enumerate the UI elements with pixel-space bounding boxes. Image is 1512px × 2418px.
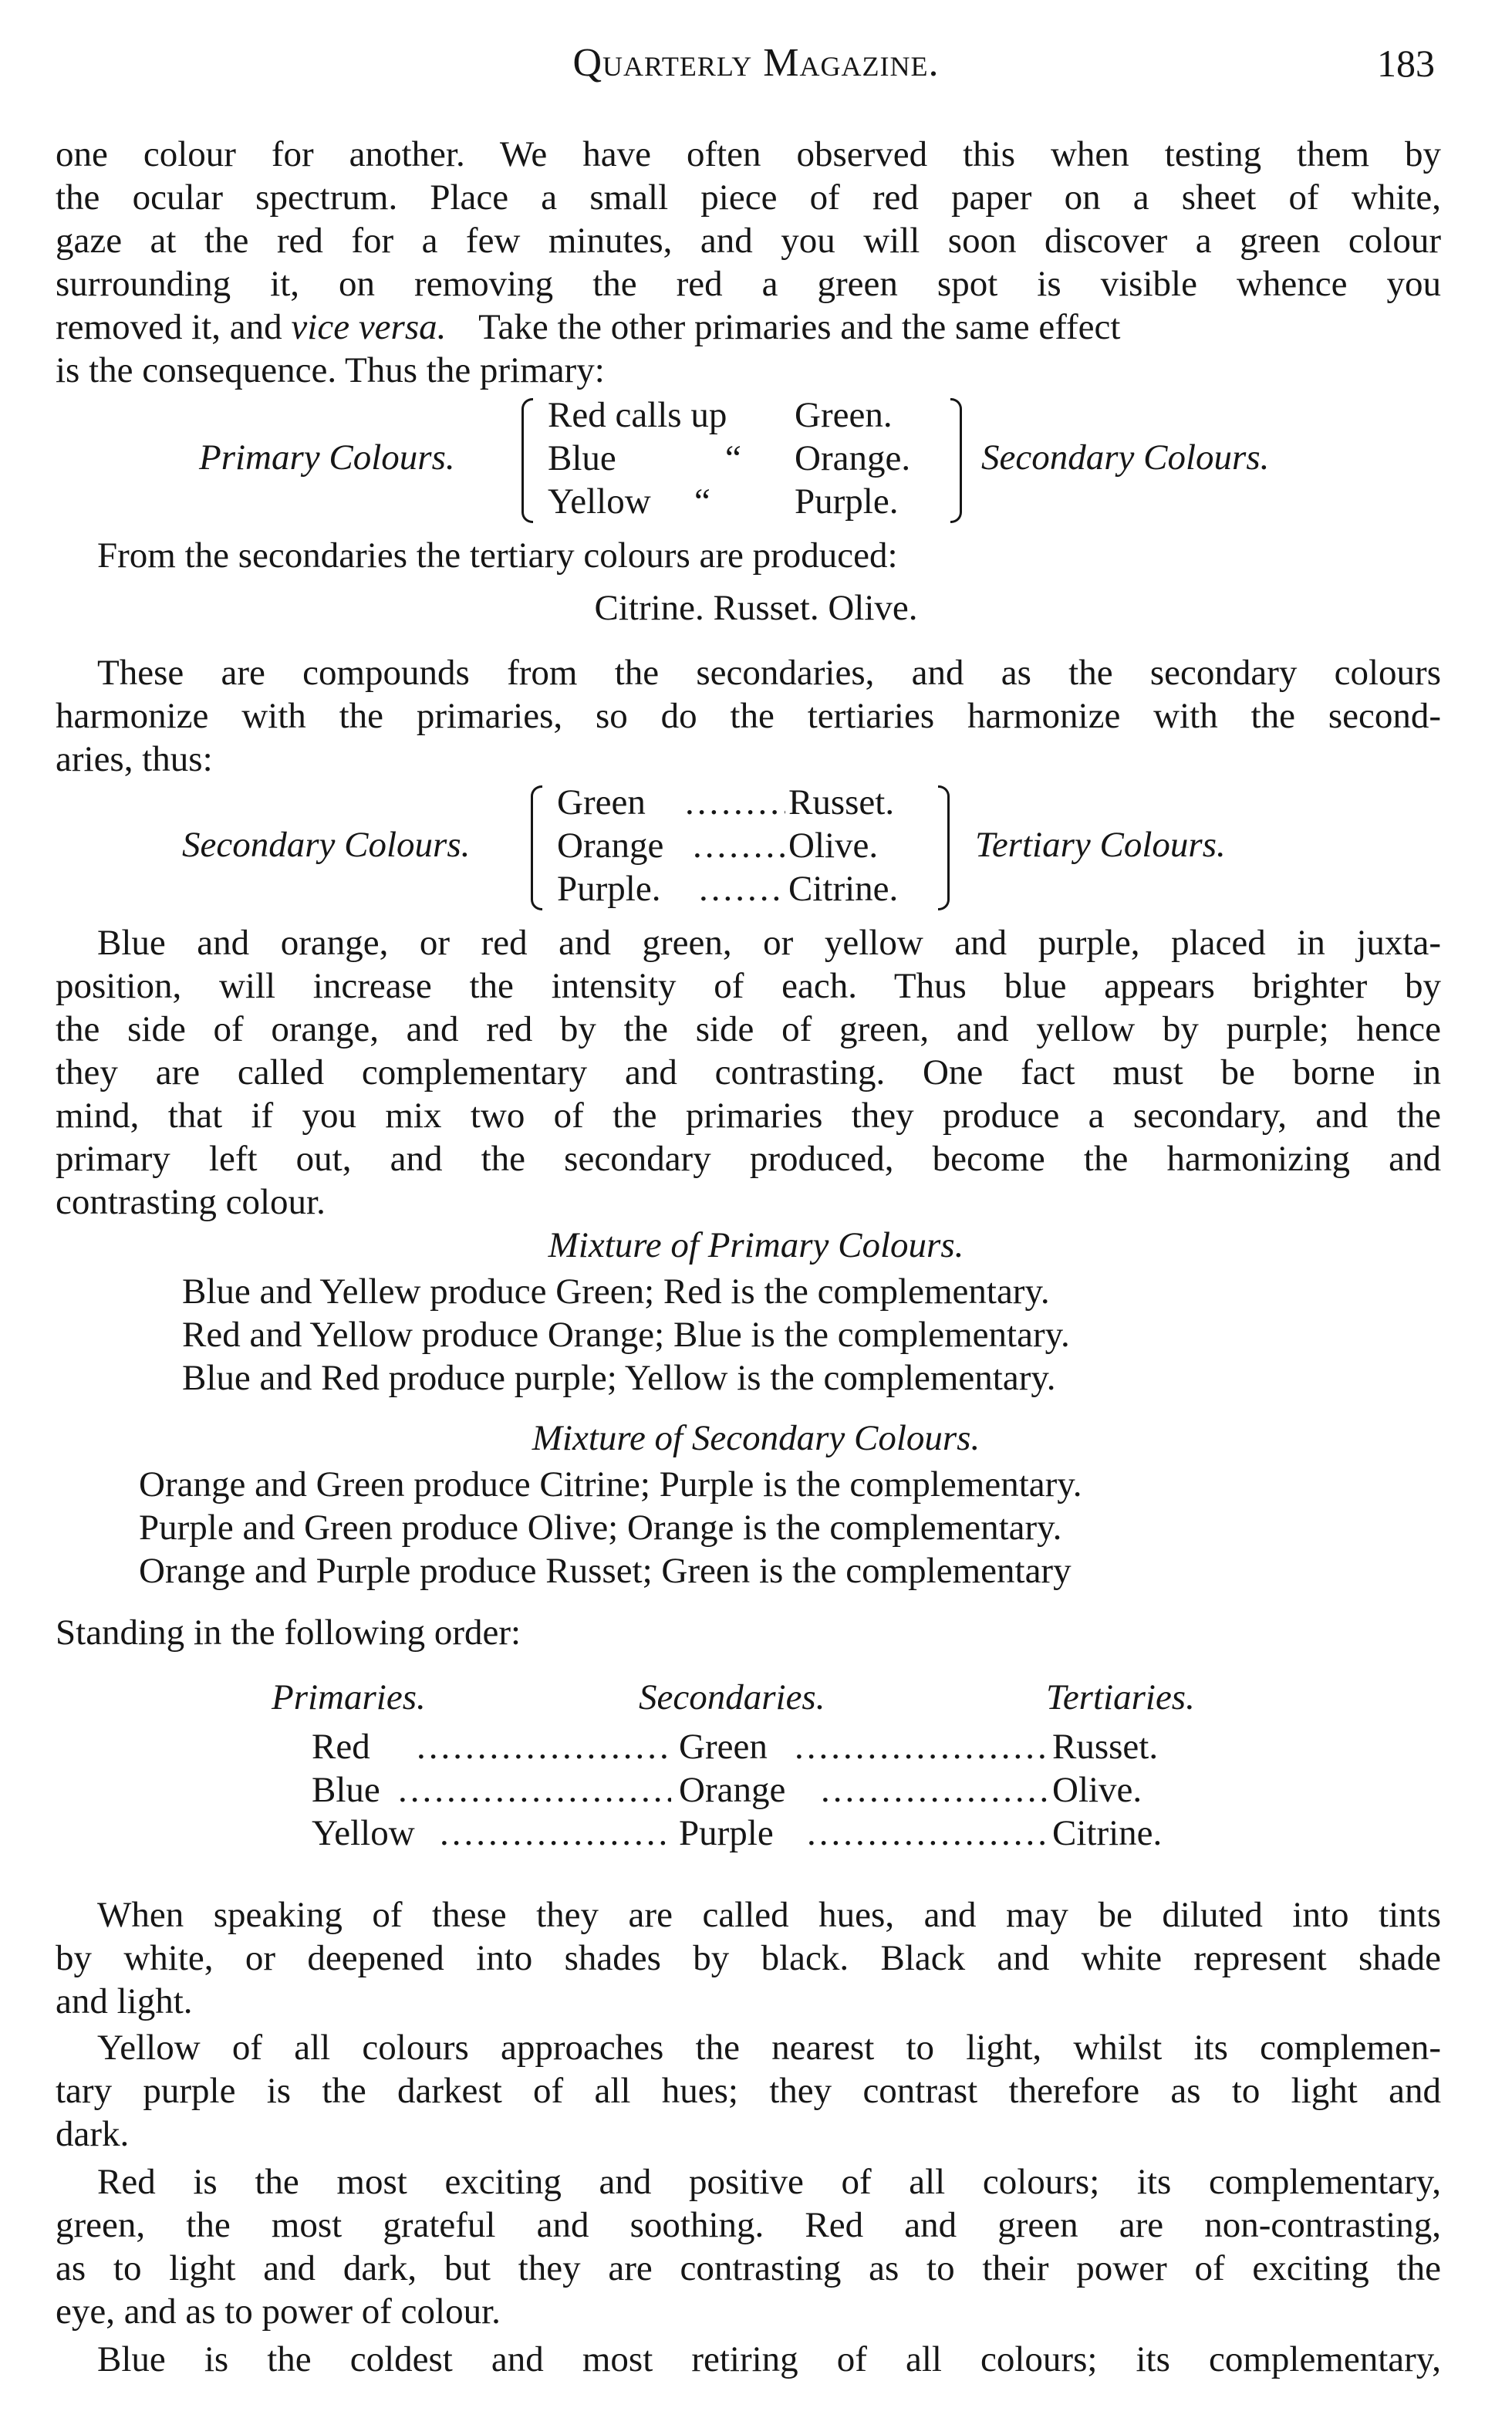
table-header: Primaries. <box>272 1677 426 1717</box>
table-cell: Blue <box>312 1770 380 1810</box>
dot-leader <box>699 867 785 910</box>
table-cell: Green <box>679 1727 768 1767</box>
mixture-line: Red and Yellow produce Orange; Blue is the complementary. <box>182 1315 1070 1355</box>
dot-leader <box>795 1725 1049 1768</box>
text-span: Take the other primaries and the same effect <box>478 307 1121 347</box>
text-line: green, the most grateful and soothing. Red and green are non-contrasting, <box>56 2205 1441 2245</box>
text-line: the ocular spectrum. Place a small piece of red paper on a sheet of white, <box>56 177 1441 218</box>
bracket-right-label: Tertiary Colours. <box>975 825 1226 865</box>
text-line: is the consequence. Thus the primary: <box>56 350 605 390</box>
left-brace <box>531 785 542 910</box>
dot-leader <box>440 1812 671 1855</box>
bracket-cell: Orange <box>557 826 664 866</box>
text-line <box>56 306 1441 349</box>
text-line: Standing in the following order: <box>56 1613 521 1653</box>
table-header: Tertiaries. <box>1046 1677 1195 1717</box>
mixture-line: Purple and Green produce Olive; Orange is the complementary. <box>139 1508 1062 1548</box>
table-cell: Russet. <box>1052 1727 1159 1767</box>
tertiary-colour-list: Citrine. Russet. Olive. <box>594 588 918 628</box>
mixture-line: Orange and Green produce Citrine; Purple is the complementary. <box>139 1464 1082 1504</box>
bracket-left-label: Primary Colours. <box>199 437 455 478</box>
text-line: Blue is the coldest and most retiring of all colours; its complementary, <box>97 2339 1441 2379</box>
text-line: aries, thus: <box>56 739 213 779</box>
bracket-cell: Red calls up <box>548 395 727 435</box>
text-line: Red is the most exciting and positive of all colours; its complementary, <box>97 2162 1441 2202</box>
text-line: primary left out, and the secondary produced, become the harmonizing and <box>56 1139 1441 1179</box>
text-line: Yellow of all colours approaches the nearest to light, whilst its complemen- <box>97 2028 1441 2068</box>
text-line: and light. <box>56 1981 193 2021</box>
bracket-cell: Citrine. <box>788 869 899 909</box>
bracket-cell: Green <box>557 782 646 822</box>
bracket-cell: Purple. <box>795 481 899 522</box>
section-heading: Mixture of Secondary Colours. <box>532 1418 980 1458</box>
section-heading: Mixture of Primary Colours. <box>548 1225 964 1265</box>
left-brace <box>521 398 533 523</box>
table-header: Secondaries. <box>639 1677 825 1717</box>
bracket-cell: Russet. <box>788 782 895 822</box>
text-span: removed it, and <box>56 307 282 347</box>
mixture-line: Orange and Purple produce Russet; Green is the complementary <box>139 1551 1072 1591</box>
ditto-mark: “ <box>694 481 710 522</box>
page-number: 183 <box>1377 42 1435 85</box>
text-line: These are compounds from the secondaries, and as the secondary colours <box>97 653 1441 693</box>
text-line: by white, or deepened into shades by black. Black and white represent shade <box>56 1938 1441 1978</box>
text-line: contrasting colour. <box>56 1182 326 1222</box>
text-line: surrounding it, on removing the red a green spot is visible whence you <box>56 264 1441 304</box>
table-cell: Purple <box>679 1813 774 1853</box>
dot-leader <box>685 781 785 824</box>
table-cell: Yellow <box>312 1813 415 1853</box>
text-line: position, will increase the intensity of each. Thus blue appears brighter by <box>56 966 1441 1006</box>
italic-phrase: vice versa. <box>291 307 447 347</box>
mixture-line: Blue and Yellew produce Green; Red is the complementary. <box>182 1271 1050 1312</box>
bracket-cell: Orange. <box>795 438 911 478</box>
bracket-cell: Yellow <box>548 481 651 522</box>
ditto-mark: “ <box>725 438 741 478</box>
bracket-left-label: Secondary Colours. <box>182 825 471 865</box>
table-cell: Red <box>312 1727 370 1767</box>
text-line: Blue and orange, or red and green, or yellow and purple, placed in juxta- <box>97 923 1441 963</box>
dot-leader <box>398 1768 671 1812</box>
right-brace <box>938 785 950 910</box>
text-line: they are called complementary and contrasting. One fact must be borne in <box>56 1052 1441 1092</box>
text-line: From the secondaries the tertiary colours are produced: <box>97 535 898 576</box>
bracket-cell: Blue <box>548 438 616 478</box>
table-cell: Orange <box>679 1770 786 1810</box>
running-title: Quarterly Magazine. <box>572 41 940 85</box>
text-line: gaze at the red for a few minutes, and you will soon discover a green colour <box>56 221 1441 261</box>
bracket-cell: Purple. <box>557 869 661 909</box>
text-line: tary purple is the darkest of all hues; they contrast therefore as to light and <box>56 2071 1441 2111</box>
table-cell: Olive. <box>1052 1770 1142 1810</box>
text-line: mind, that if you mix two of the primaries they produce a secondary, and the <box>56 1096 1441 1136</box>
text-line: dark. <box>56 2114 130 2154</box>
dot-leader <box>821 1768 1049 1812</box>
text-line: harmonize with the primaries, so do the tertiaries harmonize with the second- <box>56 696 1441 736</box>
mixture-line: Blue and Red produce purple; Yellow is the complementary. <box>182 1358 1056 1398</box>
dot-leader <box>417 1725 671 1768</box>
text-line: When speaking of these they are called hues, and may be diluted into tints <box>97 1895 1441 1935</box>
dot-leader <box>693 824 785 867</box>
table-cell: Citrine. <box>1052 1813 1163 1853</box>
text-line: the side of orange, and red by the side of green, and yellow by purple; hence <box>56 1009 1441 1049</box>
right-brace <box>950 398 962 523</box>
dot-leader <box>807 1812 1049 1855</box>
text-line: one colour for another. We have often observed this when testing them by <box>56 134 1441 174</box>
bracket-cell: Olive. <box>788 826 879 866</box>
text-line: eye, and as to power of colour. <box>56 2291 501 2332</box>
bracket-cell: Green. <box>795 395 893 435</box>
text-line: as to light and dark, but they are contrasting as to their power of exciting the <box>56 2248 1441 2288</box>
bracket-right-label: Secondary Colours. <box>981 437 1270 478</box>
